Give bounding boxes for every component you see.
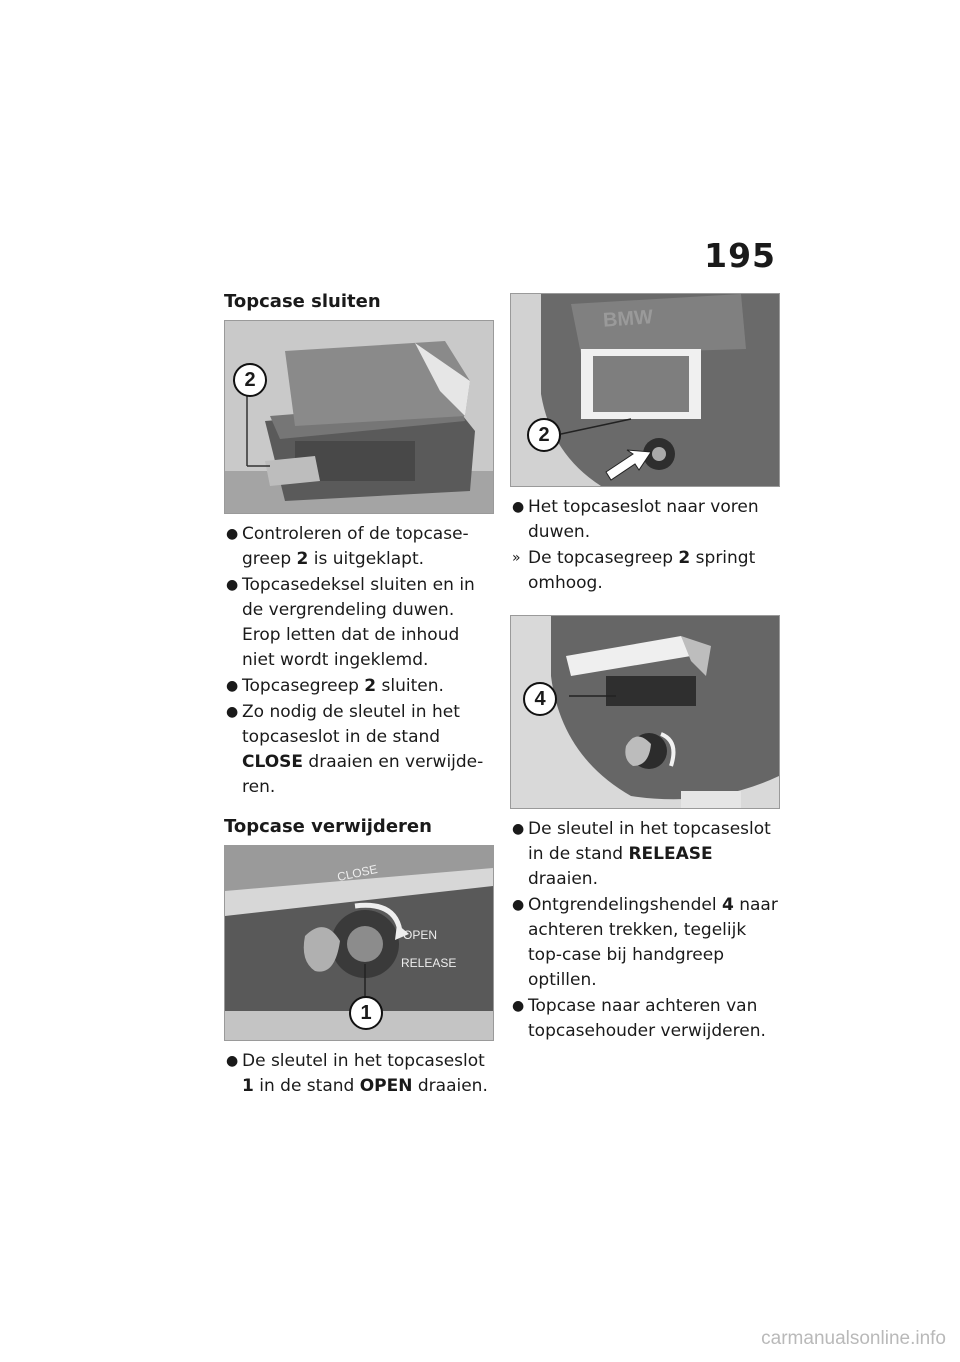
figure-callout-2: 2: [233, 363, 267, 397]
step-emphasis: 1: [242, 1076, 254, 1096]
step-emphasis: 2: [364, 676, 377, 696]
step-item: [510, 994, 782, 1044]
step-text: De topcasegreep: [528, 548, 679, 568]
bullet-marker: ●: [226, 577, 239, 593]
bullet-marker: ●: [512, 897, 525, 913]
figure-label-close: CLOSE: [335, 861, 379, 885]
step-text: Het topcaseslot naar voren duwen.: [528, 497, 759, 542]
steps-release: [510, 817, 782, 1044]
step-text: Topcase naar achteren van topcasehouder verwijderen.: [528, 996, 766, 1041]
step-text: draaien.: [412, 1076, 488, 1096]
figure-label-release: RELEASE: [401, 956, 457, 970]
right-column: [510, 293, 782, 1045]
step-emphasis: CLOSE: [242, 752, 304, 772]
bullet-marker: ●: [226, 526, 239, 542]
bullet-marker: ●: [226, 678, 239, 694]
figure-topcase-lock-push: [510, 293, 780, 487]
step-item: [224, 573, 496, 673]
steps-remove: [224, 1049, 496, 1099]
figure-logo: BMW: [602, 306, 654, 332]
step-text: Zo nodig de sleutel in het topcaseslot in de stand: [242, 702, 460, 747]
step-item: [510, 817, 782, 892]
figure-release-lever: [510, 615, 780, 809]
step-emphasis: OPEN: [359, 1076, 413, 1096]
bullet-marker: ●: [512, 998, 525, 1014]
bullet-marker: ●: [226, 1053, 239, 1069]
section-title-remove: Topcase verwijderen: [224, 816, 432, 837]
bullet-marker: ●: [226, 704, 239, 720]
step-item: [510, 546, 782, 596]
step-text: springt omhoog.: [528, 548, 756, 593]
step-item: [510, 893, 782, 993]
bullet-marker: ●: [512, 821, 525, 837]
page-number: 195: [704, 236, 776, 275]
section-title-close: Topcase sluiten: [224, 291, 381, 312]
step-item: [224, 522, 496, 572]
step-emphasis: 2: [678, 548, 691, 568]
step-item: [224, 674, 496, 699]
result-marker: »: [512, 550, 521, 566]
left-column: [224, 290, 496, 1100]
watermark: carmanualsonline.info: [761, 1328, 946, 1349]
figure-callout-2: 2: [527, 418, 561, 452]
step-item: [224, 700, 496, 800]
step-text: De sleutel in het topcaseslot in de stand: [528, 819, 771, 864]
step-text: in de stand: [253, 1076, 360, 1096]
step-emphasis: RELEASE: [628, 844, 713, 864]
step-text: is uitgeklapt.: [308, 549, 425, 569]
step-emphasis: 2: [296, 549, 309, 569]
step-text: draaien en verwijde-ren.: [242, 752, 484, 797]
step-text: Topcasegreep: [242, 676, 365, 696]
step-item: [510, 495, 782, 545]
figure-key-lock: [224, 845, 494, 1041]
figure-callout-1: 1: [349, 996, 383, 1030]
step-item: [224, 1049, 496, 1099]
steps-push-lock: [510, 495, 782, 596]
figure-label-open: OPEN: [403, 928, 438, 942]
step-text: Controleren of de topcase-greep: [242, 524, 469, 569]
steps-close: [224, 522, 496, 800]
figure-topcase-open: [224, 320, 494, 514]
step-text: Topcasedeksel sluiten en in de vergrendeling duwen. Erop letten dat de inhoud niet wordt ingeklemd.: [242, 575, 475, 670]
step-emphasis: 4: [721, 895, 734, 915]
step-text: Ontgrendelingshendel: [528, 895, 722, 915]
figure-callout-4: 4: [523, 682, 557, 716]
step-text: naar achteren trekken, tegelijk top-case bij handgreep optillen.: [528, 895, 778, 990]
bullet-marker: ●: [512, 499, 525, 515]
step-text: De sleutel in het topcaseslot: [242, 1051, 485, 1071]
step-text: draaien.: [528, 869, 598, 889]
step-text: sluiten.: [376, 676, 444, 696]
